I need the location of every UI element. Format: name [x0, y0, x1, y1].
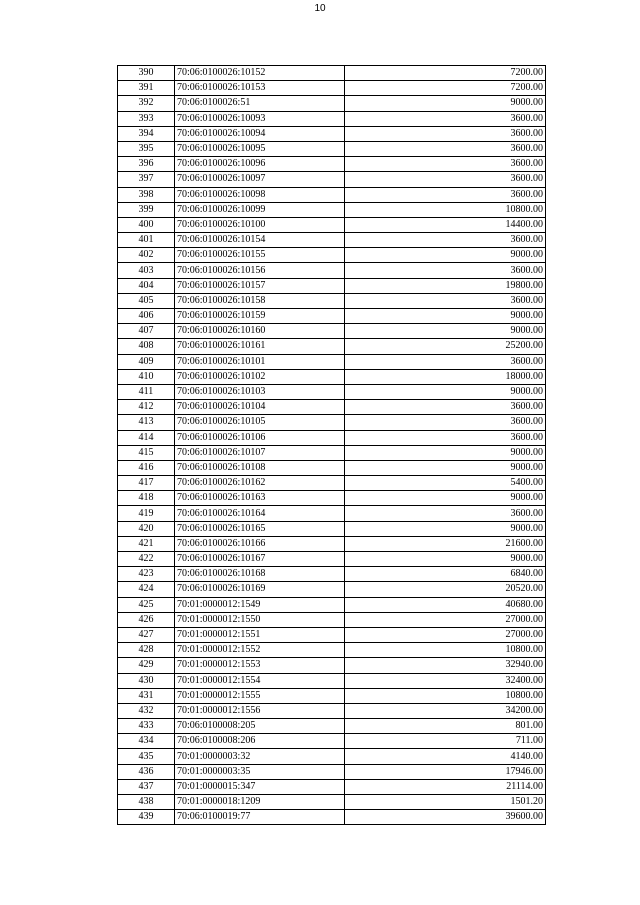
row-number: 423	[118, 567, 175, 582]
row-number: 432	[118, 703, 175, 718]
table-row	[118, 658, 546, 673]
cadastral-number: 70:06:0100026:10167	[175, 552, 345, 567]
cadastral-number: 70:06:0100026:10095	[175, 141, 345, 156]
table-row	[118, 719, 546, 734]
table-row	[118, 217, 546, 232]
table-row	[118, 749, 546, 764]
row-number: 416	[118, 460, 175, 475]
row-number: 407	[118, 324, 175, 339]
table-row	[118, 612, 546, 627]
table-row	[118, 567, 546, 582]
cadastral-number: 70:06:0100026:10153	[175, 81, 345, 96]
row-number: 390	[118, 66, 175, 81]
cadastral-number: 70:01:0000012:1549	[175, 597, 345, 612]
cadastral-number: 70:06:0100026:10093	[175, 111, 345, 126]
row-value: 32940.00	[345, 658, 546, 673]
row-number: 439	[118, 810, 175, 825]
row-value: 7200.00	[345, 66, 546, 81]
table-row	[118, 552, 546, 567]
row-value: 9000.00	[345, 309, 546, 324]
table-row	[118, 430, 546, 445]
row-value: 3600.00	[345, 187, 546, 202]
row-value: 14400.00	[345, 217, 546, 232]
row-value: 1501.20	[345, 795, 546, 810]
table-row	[118, 506, 546, 521]
row-number: 419	[118, 506, 175, 521]
row-value: 3600.00	[345, 430, 546, 445]
cadastral-number: 70:06:0100026:10101	[175, 354, 345, 369]
row-value: 6840.00	[345, 567, 546, 582]
row-number: 396	[118, 157, 175, 172]
row-number: 422	[118, 552, 175, 567]
cadastral-number: 70:01:0000012:1555	[175, 688, 345, 703]
row-number: 410	[118, 369, 175, 384]
table-row	[118, 476, 546, 491]
cadastral-number: 70:06:0100026:10155	[175, 248, 345, 263]
table-row	[118, 339, 546, 354]
row-value: 9000.00	[345, 384, 546, 399]
cadastral-number: 70:06:0100026:10107	[175, 445, 345, 460]
cadastral-number: 70:06:0100026:10103	[175, 384, 345, 399]
table-row	[118, 445, 546, 460]
row-number: 398	[118, 187, 175, 202]
table-row	[118, 734, 546, 749]
row-number: 438	[118, 795, 175, 810]
row-value: 25200.00	[345, 339, 546, 354]
cadastral-number: 70:06:0100026:10168	[175, 567, 345, 582]
table-row	[118, 536, 546, 551]
row-number: 414	[118, 430, 175, 445]
row-value: 5400.00	[345, 476, 546, 491]
row-number: 406	[118, 309, 175, 324]
row-number: 415	[118, 445, 175, 460]
row-value: 9000.00	[345, 248, 546, 263]
row-value: 21600.00	[345, 536, 546, 551]
row-value: 3600.00	[345, 506, 546, 521]
table-row	[118, 703, 546, 718]
row-number: 399	[118, 202, 175, 217]
row-number: 402	[118, 248, 175, 263]
cadastral-number: 70:06:0100026:10164	[175, 506, 345, 521]
cadastral-number: 70:06:0100026:10160	[175, 324, 345, 339]
cadastral-number: 70:01:0000012:1553	[175, 658, 345, 673]
row-number: 421	[118, 536, 175, 551]
table-row	[118, 582, 546, 597]
cadastral-number: 70:01:0000018:1209	[175, 795, 345, 810]
cadastral-number: 70:06:0100026:10163	[175, 491, 345, 506]
table-row	[118, 597, 546, 612]
table-row	[118, 764, 546, 779]
cadastral-number: 70:06:0100026:10106	[175, 430, 345, 445]
cadastral-number: 70:01:0000003:35	[175, 764, 345, 779]
row-value: 4140.00	[345, 749, 546, 764]
row-value: 9000.00	[345, 460, 546, 475]
row-number: 427	[118, 627, 175, 642]
table-row	[118, 324, 546, 339]
table-row	[118, 643, 546, 658]
cadastral-number: 70:06:0100026:10099	[175, 202, 345, 217]
row-value: 32400.00	[345, 673, 546, 688]
table-row	[118, 187, 546, 202]
row-value: 10800.00	[345, 202, 546, 217]
row-value: 9000.00	[345, 96, 546, 111]
row-value: 3600.00	[345, 172, 546, 187]
row-number: 392	[118, 96, 175, 111]
row-value: 39600.00	[345, 810, 546, 825]
row-number: 429	[118, 658, 175, 673]
cadastral-number: 70:06:0100026:10094	[175, 126, 345, 141]
table-row	[118, 369, 546, 384]
row-number: 411	[118, 384, 175, 399]
row-value: 40680.00	[345, 597, 546, 612]
row-number: 409	[118, 354, 175, 369]
table-row	[118, 111, 546, 126]
cadastral-number: 70:01:0000012:1552	[175, 643, 345, 658]
table-row	[118, 293, 546, 308]
table-row	[118, 81, 546, 96]
row-value: 21114.00	[345, 779, 546, 794]
row-value: 711.00	[345, 734, 546, 749]
table-row	[118, 202, 546, 217]
table-row	[118, 278, 546, 293]
table-body	[118, 66, 546, 825]
table-row	[118, 141, 546, 156]
table-row	[118, 96, 546, 111]
row-value: 27000.00	[345, 612, 546, 627]
table-row	[118, 248, 546, 263]
table-row	[118, 354, 546, 369]
cadastral-number: 70:01:0000003:32	[175, 749, 345, 764]
row-number: 428	[118, 643, 175, 658]
row-number: 401	[118, 233, 175, 248]
cadastral-number: 70:01:0000012:1556	[175, 703, 345, 718]
row-number: 435	[118, 749, 175, 764]
table-row	[118, 66, 546, 81]
row-value: 34200.00	[345, 703, 546, 718]
row-value: 9000.00	[345, 445, 546, 460]
row-number: 400	[118, 217, 175, 232]
row-value: 18000.00	[345, 369, 546, 384]
row-value: 19800.00	[345, 278, 546, 293]
cadastral-number: 70:06:0100026:10156	[175, 263, 345, 278]
row-value: 3600.00	[345, 293, 546, 308]
row-number: 403	[118, 263, 175, 278]
cadastral-number: 70:06:0100026:10100	[175, 217, 345, 232]
cadastral-number: 70:06:0100008:206	[175, 734, 345, 749]
cadastral-number: 70:06:0100026:10108	[175, 460, 345, 475]
row-number: 394	[118, 126, 175, 141]
row-value: 9000.00	[345, 552, 546, 567]
row-number: 424	[118, 582, 175, 597]
table-row	[118, 233, 546, 248]
table-row	[118, 627, 546, 642]
row-value: 3600.00	[345, 233, 546, 248]
table-row	[118, 521, 546, 536]
row-value: 9000.00	[345, 521, 546, 536]
row-number: 418	[118, 491, 175, 506]
row-number: 412	[118, 400, 175, 415]
cadastral-number: 70:06:0100026:10104	[175, 400, 345, 415]
row-value: 10800.00	[345, 688, 546, 703]
page-number: 10	[314, 3, 326, 14]
table-row	[118, 309, 546, 324]
cadastral-number: 70:01:0000012:1550	[175, 612, 345, 627]
row-value: 3600.00	[345, 263, 546, 278]
cadastral-number: 70:06:0100026:10158	[175, 293, 345, 308]
row-number: 434	[118, 734, 175, 749]
cadastral-number: 70:06:0100026:10105	[175, 415, 345, 430]
data-table	[117, 65, 546, 825]
row-number: 405	[118, 293, 175, 308]
cadastral-number: 70:06:0100026:10162	[175, 476, 345, 491]
table-row	[118, 263, 546, 278]
row-value: 3600.00	[345, 157, 546, 172]
cadastral-number: 70:01:0000012:1554	[175, 673, 345, 688]
row-value: 3600.00	[345, 111, 546, 126]
row-number: 425	[118, 597, 175, 612]
cadastral-number: 70:06:0100008:205	[175, 719, 345, 734]
cadastral-number: 70:06:0100026:10096	[175, 157, 345, 172]
table-row	[118, 795, 546, 810]
row-number: 397	[118, 172, 175, 187]
row-value: 3600.00	[345, 126, 546, 141]
row-number: 417	[118, 476, 175, 491]
cadastral-number: 70:06:0100026:10152	[175, 66, 345, 81]
row-value: 3600.00	[345, 141, 546, 156]
cadastral-number: 70:06:0100026:10154	[175, 233, 345, 248]
table-row	[118, 172, 546, 187]
row-value: 27000.00	[345, 627, 546, 642]
table-row	[118, 688, 546, 703]
cadastral-number: 70:06:0100026:10166	[175, 536, 345, 551]
table-row	[118, 673, 546, 688]
row-number: 391	[118, 81, 175, 96]
cadastral-number: 70:06:0100019:77	[175, 810, 345, 825]
cadastral-number: 70:06:0100026:10097	[175, 172, 345, 187]
row-value: 9000.00	[345, 491, 546, 506]
row-value: 10800.00	[345, 643, 546, 658]
row-number: 433	[118, 719, 175, 734]
table-row	[118, 126, 546, 141]
row-value: 9000.00	[345, 324, 546, 339]
row-number: 436	[118, 764, 175, 779]
table-row	[118, 157, 546, 172]
row-number: 431	[118, 688, 175, 703]
cadastral-number: 70:01:0000015:347	[175, 779, 345, 794]
table-row	[118, 460, 546, 475]
row-value: 17946.00	[345, 764, 546, 779]
row-value: 3600.00	[345, 400, 546, 415]
cadastral-number: 70:06:0100026:10159	[175, 309, 345, 324]
row-value: 20520.00	[345, 582, 546, 597]
row-number: 408	[118, 339, 175, 354]
row-value: 7200.00	[345, 81, 546, 96]
cadastral-number: 70:06:0100026:10165	[175, 521, 345, 536]
table-row	[118, 779, 546, 794]
row-number: 404	[118, 278, 175, 293]
row-number: 420	[118, 521, 175, 536]
row-number: 426	[118, 612, 175, 627]
table-row	[118, 810, 546, 825]
table-row	[118, 491, 546, 506]
row-number: 393	[118, 111, 175, 126]
table-row	[118, 400, 546, 415]
table-row	[118, 384, 546, 399]
row-number: 413	[118, 415, 175, 430]
row-value: 3600.00	[345, 415, 546, 430]
cadastral-number: 70:06:0100026:10161	[175, 339, 345, 354]
row-number: 437	[118, 779, 175, 794]
row-number: 430	[118, 673, 175, 688]
row-value: 3600.00	[345, 354, 546, 369]
cadastral-number: 70:01:0000012:1551	[175, 627, 345, 642]
cadastral-number: 70:06:0100026:51	[175, 96, 345, 111]
row-number: 395	[118, 141, 175, 156]
cadastral-number: 70:06:0100026:10157	[175, 278, 345, 293]
cadastral-number: 70:06:0100026:10169	[175, 582, 345, 597]
row-value: 801.00	[345, 719, 546, 734]
cadastral-number: 70:06:0100026:10102	[175, 369, 345, 384]
table-row	[118, 415, 546, 430]
cadastral-number: 70:06:0100026:10098	[175, 187, 345, 202]
